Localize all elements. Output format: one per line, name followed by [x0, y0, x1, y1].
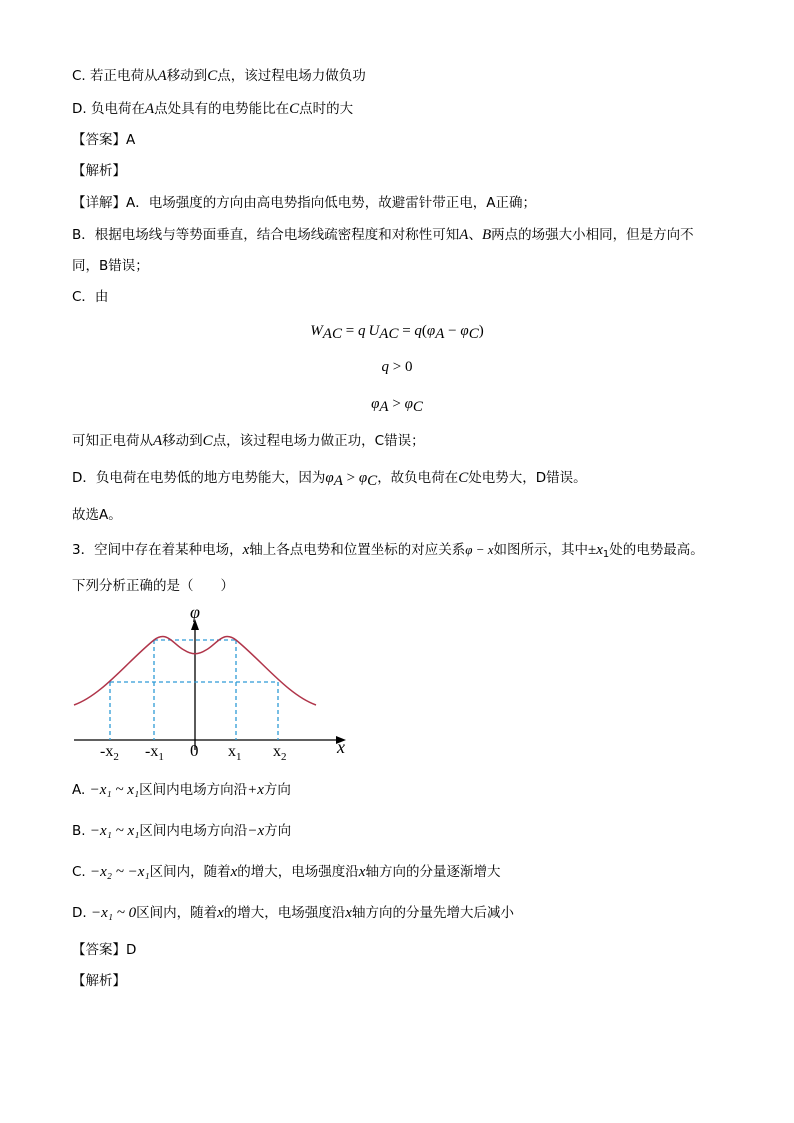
text: A．电场强度的方向由高电势指向低电势，故避雷针带正电，A正确；: [126, 195, 536, 211]
paren: (: [421, 323, 427, 339]
plus-minus: ±: [588, 542, 597, 558]
var-c: C: [458, 470, 469, 486]
sub: C: [412, 399, 423, 415]
var-phi: φ: [371, 396, 380, 412]
var-c: C: [289, 101, 300, 117]
x-axis-label: x: [337, 737, 345, 757]
sub: AC: [379, 326, 399, 342]
prev-c-intro: C．由: [72, 289, 109, 305]
prev-option-c: [72, 66, 366, 86]
text: 区间内，随着: [136, 905, 218, 921]
q3-option-a: [72, 780, 291, 800]
text: 点，该过程电场力做负功: [217, 68, 366, 84]
text: 区间内电场方向沿: [139, 782, 248, 798]
text: 处的电势最高。: [609, 542, 704, 558]
text: 的增大，电场强度沿: [223, 905, 346, 921]
answer-value: A: [126, 132, 136, 148]
q3-stem-line1: [72, 540, 704, 565]
var-c: C: [202, 433, 213, 449]
formula-phi-compare: [0, 394, 794, 417]
var-x: x: [358, 864, 366, 880]
text: 方向: [263, 782, 291, 798]
text: D．负电荷在电势低的地方电势能大，因为: [72, 470, 326, 486]
var-phi: φ: [358, 470, 368, 486]
origin-label: 0: [190, 741, 199, 760]
text: 两点的场强大小相同，但是方向不: [491, 227, 694, 243]
answer-value: D: [126, 942, 137, 958]
option-label: D.: [72, 905, 87, 921]
q3-stem-line2: 下列分析正确的是（ ）: [72, 578, 234, 594]
text: 处电势大，D错误。: [468, 470, 587, 486]
sub: A: [435, 326, 445, 342]
text: 若正电荷从: [90, 68, 158, 84]
text: 点，该过程电场力做正功，C错误；: [212, 433, 425, 449]
option-label: D.: [72, 101, 87, 117]
relation: >: [388, 396, 405, 412]
var-x: x: [230, 864, 238, 880]
sub: 1: [602, 549, 610, 560]
q3-analysis-tag: 【解析】: [72, 973, 126, 989]
prev-d-explanation: [72, 468, 587, 491]
text: 区间内电场方向沿: [139, 823, 248, 839]
text: 轴上各点电势和位置坐标的对应关系: [249, 542, 466, 558]
text: 点时的大: [299, 101, 354, 117]
relation: φ − x: [465, 542, 494, 557]
sub: A: [333, 473, 343, 489]
formula-work: [0, 321, 794, 344]
text: 方向: [264, 823, 292, 839]
q3-option-c: [72, 862, 500, 882]
option-label: A.: [72, 782, 86, 798]
var-a: A: [459, 227, 469, 243]
y-axis-label: φ: [190, 602, 200, 622]
var-b: B: [481, 227, 492, 243]
option-label: B.: [72, 823, 86, 839]
text: 负电荷在: [90, 101, 145, 117]
var-phi: φ: [404, 396, 413, 412]
range: −x₁ ~ 0: [90, 905, 137, 921]
prev-c-conclusion: [72, 431, 425, 451]
var-q: q: [381, 359, 390, 375]
text: 区间内，随着: [149, 864, 231, 880]
text: 移动到: [162, 433, 203, 449]
var-c: C: [207, 68, 218, 84]
detail-tag: 【详解】: [72, 195, 126, 211]
range: −x₁ ~ x₁: [89, 823, 140, 839]
option-label: C.: [72, 68, 86, 84]
prev-detail: [72, 193, 536, 213]
answer-tag: 【答案】: [72, 942, 126, 958]
q3-option-d: [72, 903, 514, 923]
prev-analysis-tag: 【解析】: [72, 163, 126, 179]
prev-b-line2: 同，B错误；: [72, 258, 149, 274]
prev-answer: [72, 130, 135, 150]
var-x: x: [217, 905, 224, 921]
answer-tag: 【答案】: [72, 132, 126, 148]
text: B．根据电场线与等势面垂直，结合电场线疏密程度和对称性可知: [72, 227, 460, 243]
tick-neg-x2: $-x_2$: [100, 743, 119, 760]
var-q: q: [357, 323, 366, 339]
direction: +x: [247, 782, 264, 798]
option-label: C.: [72, 864, 86, 880]
var-phi: φ: [426, 323, 436, 339]
direction: −x: [247, 823, 265, 839]
sub: AC: [322, 326, 342, 342]
tick-x2: $x_2$: [273, 743, 287, 760]
text: 点处具有的电势能比在: [154, 101, 290, 117]
eq: =: [398, 323, 415, 339]
text: ，故负电荷在: [377, 470, 459, 486]
relation: > 0: [389, 359, 413, 375]
var-a: A: [144, 101, 155, 117]
var-x: x: [345, 905, 352, 921]
var-phi: φ: [460, 323, 469, 339]
range: −x₁ ~ x₁: [89, 782, 140, 798]
text: 轴方向的分量先增大后减小: [351, 905, 514, 921]
paren: ): [478, 323, 484, 339]
var-w: W: [310, 323, 323, 339]
phi-x-graph: [72, 600, 362, 760]
sub: C: [367, 473, 378, 489]
var-x: x: [242, 542, 250, 558]
minus: −: [444, 323, 461, 339]
prev-b-line1: [72, 225, 694, 245]
text: 移动到: [166, 68, 208, 84]
prev-option-d: [72, 99, 353, 119]
text: 可知正电荷从: [72, 433, 153, 449]
q3-answer: [72, 940, 136, 960]
var-phi: φ: [325, 470, 334, 486]
tick-neg-x1: $-x_1$: [145, 743, 164, 760]
var-q: q: [414, 323, 422, 339]
var-a: A: [157, 68, 167, 84]
var-u: U: [368, 323, 380, 339]
relation: >: [342, 470, 359, 486]
text: 的增大，电场强度沿: [237, 864, 359, 880]
tick-x1: $x_1$: [228, 743, 242, 760]
text: 、: [468, 227, 482, 243]
text: 3．空间中存在着某种电场，: [72, 542, 243, 558]
prev-choose: 故选A。: [72, 507, 122, 523]
q3-option-b: [72, 821, 291, 841]
text: 如图所示，其中: [493, 542, 588, 558]
eq: =: [341, 323, 358, 339]
formula-q-positive: [0, 357, 794, 377]
range: −x₂ ~ −x₁: [90, 864, 150, 880]
var-x: x: [596, 542, 603, 558]
var-a: A: [153, 433, 163, 449]
sub: A: [379, 399, 389, 415]
text: 轴方向的分量逐渐增大: [365, 864, 501, 880]
sub: C: [468, 326, 479, 342]
